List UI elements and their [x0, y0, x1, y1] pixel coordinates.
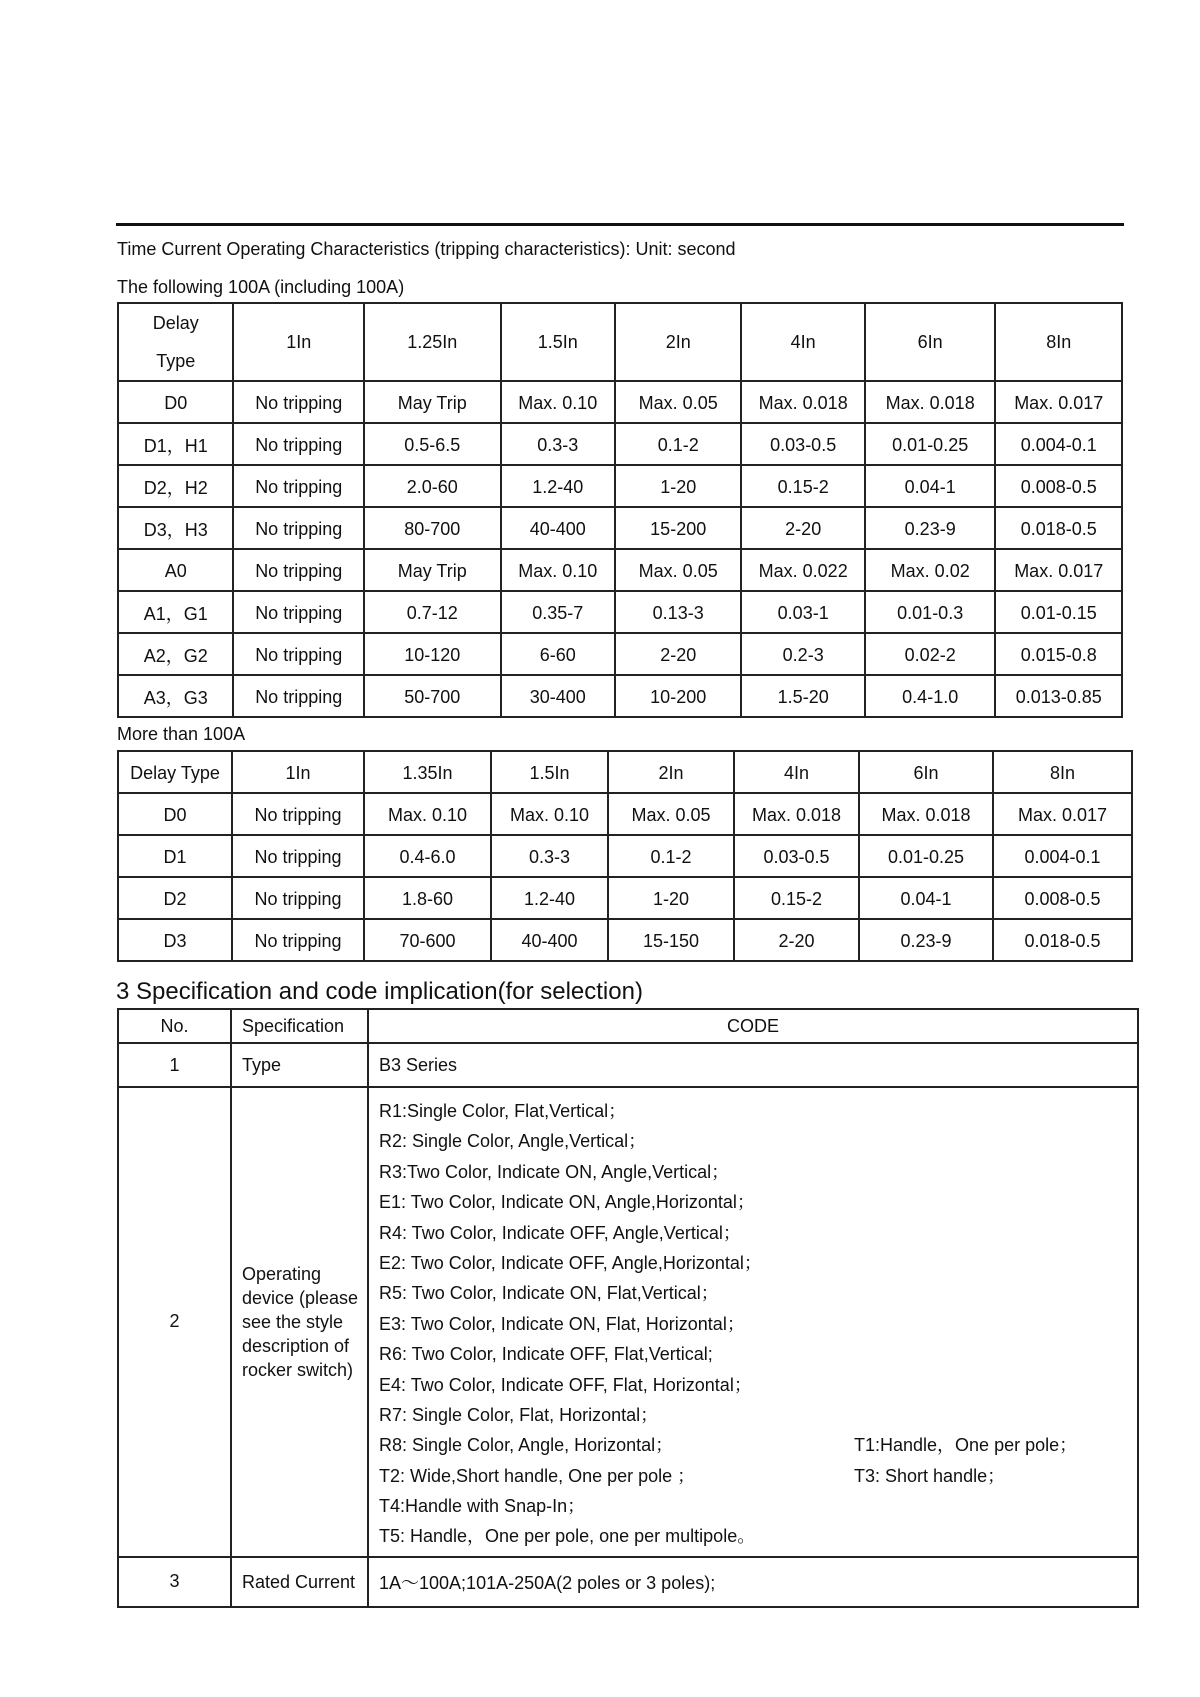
table-cell: 15-200: [615, 507, 742, 549]
header-no: No.: [118, 1009, 231, 1043]
table-cell: 0.02-2: [865, 633, 996, 675]
table-cell: 0.015-0.8: [995, 633, 1122, 675]
table-cell: 0.018-0.5: [993, 919, 1132, 961]
code-line-right: T1:Handle，One per pole；: [854, 1435, 1078, 1456]
caption-time-current: Time Current Operating Characteristics (tripping characteristics): Unit: second: [117, 239, 736, 259]
table-cell: 1.5-20: [741, 675, 864, 717]
table-cell: 0.1-2: [615, 423, 742, 465]
table-cell: A3，G3: [118, 675, 233, 717]
table-cell: 70-600: [364, 919, 491, 961]
table-row: [118, 507, 1122, 549]
table-header-row: [118, 1009, 1138, 1043]
table-cell: 0.23-9: [859, 919, 993, 961]
table-cell: 0.01-0.3: [865, 591, 996, 633]
table-cell: 1.2-40: [491, 877, 608, 919]
table-cell: 0.2-3: [741, 633, 864, 675]
header-cell: 2In: [615, 303, 742, 381]
table-cell: 1.2-40: [501, 465, 615, 507]
table-cell: Max. 0.022: [741, 549, 864, 591]
table-cell: 2.0-60: [364, 465, 501, 507]
table-cell: No tripping: [232, 793, 364, 835]
table-cell: 0.03-0.5: [741, 423, 864, 465]
table-cell: Max. 0.02: [865, 549, 996, 591]
table-cell: D1，H1: [118, 423, 233, 465]
table-cell: Max. 0.018: [734, 793, 859, 835]
table-cell: 1-20: [615, 465, 742, 507]
table-cell: 0.018-0.5: [995, 507, 1122, 549]
table-header-row: [118, 751, 1132, 793]
table-cell: No tripping: [233, 507, 364, 549]
row-spec: Rated Current: [231, 1557, 368, 1607]
code-list: [368, 1087, 1138, 1557]
table-cell: 0.013-0.85: [995, 675, 1122, 717]
table-cell: 0.4-6.0: [364, 835, 491, 877]
table-cell: May Trip: [364, 549, 501, 591]
code-line: R7: Single Color, Flat, Horizontal；: [379, 1404, 659, 1425]
table-cell: 10-120: [364, 633, 501, 675]
table-cell: 0.008-0.5: [995, 465, 1122, 507]
table-cell: No tripping: [233, 465, 364, 507]
code-line: R1:Single Color, Flat,Vertical；: [379, 1101, 627, 1121]
header-specification: Specification: [231, 1009, 368, 1043]
header-cell: 1.5In: [501, 303, 615, 381]
code-line: R8: Single Color, Angle, Horizontal；: [379, 1435, 674, 1456]
code-line: T4:Handle with Snap-In；: [379, 1496, 586, 1517]
table-row: [118, 381, 1122, 423]
table-cell: No tripping: [233, 549, 364, 591]
table-row: [118, 465, 1122, 507]
table-cell: 0.01-0.25: [865, 423, 996, 465]
table-row: [118, 1043, 1138, 1087]
caption-more-than-100a: More than 100A: [117, 724, 246, 744]
table-cell: 0.15-2: [734, 877, 859, 919]
table-cell: Max. 0.05: [615, 549, 742, 591]
table-cell: Max. 0.10: [491, 793, 608, 835]
row-spec: Operating device (please see the style description of rocker switch): [231, 1087, 368, 1557]
code-line: T2: Wide,Short handle, One per pole ；: [379, 1465, 696, 1486]
table-cell: D2: [118, 877, 232, 919]
row-spec: Type: [231, 1043, 368, 1087]
code-line: R3:Two Color, Indicate ON, Angle,Vertical；: [379, 1161, 730, 1182]
table-cell: A2，G2: [118, 633, 233, 675]
header-cell: 8In: [993, 751, 1132, 793]
table-cell: 0.13-3: [615, 591, 742, 633]
code-line: E2: Two Color, Indicate OFF, Angle,Horizontal；: [379, 1252, 762, 1273]
table-cell: 2-20: [741, 507, 864, 549]
header-cell: 6In: [865, 303, 996, 381]
table-row: [118, 675, 1122, 717]
table-row: [118, 423, 1122, 465]
table-cell: D3: [118, 919, 232, 961]
table-cell: 0.008-0.5: [993, 877, 1132, 919]
table-cell: D3，H3: [118, 507, 233, 549]
table-cell: 0.3-3: [491, 835, 608, 877]
caption-100a-and-below: The following 100A (including 100A): [117, 277, 405, 297]
table-cell: Max. 0.10: [364, 793, 491, 835]
table-cell: Max. 0.10: [501, 549, 615, 591]
table-cell: 40-400: [491, 919, 608, 961]
header-cell: 4In: [734, 751, 859, 793]
code-line: R4: Two Color, Indicate OFF, Angle,Vertical；: [379, 1222, 741, 1243]
table-cell: Max. 0.05: [615, 381, 742, 423]
tripping-table-over-100a: [117, 750, 1133, 962]
table-cell: 0.04-1: [865, 465, 996, 507]
table-cell: 0.1-2: [608, 835, 734, 877]
table-row: [118, 549, 1122, 591]
table-cell: A1，G1: [118, 591, 233, 633]
table-cell: 0.5-6.5: [364, 423, 501, 465]
header-cell: 1In: [233, 303, 364, 381]
specification-table: [117, 1008, 1139, 1608]
table-cell: Max. 0.018: [865, 381, 996, 423]
table-row: [118, 877, 1132, 919]
table-cell: 0.23-9: [865, 507, 996, 549]
header-code: CODE: [368, 1009, 1138, 1043]
table-cell: Max. 0.017: [993, 793, 1132, 835]
table-cell: 40-400: [501, 507, 615, 549]
row-code: B3 Series: [368, 1043, 1138, 1087]
table-cell: 0.7-12: [364, 591, 501, 633]
table-cell: No tripping: [233, 423, 364, 465]
table-cell: No tripping: [233, 633, 364, 675]
table-cell: 1.8-60: [364, 877, 491, 919]
table-cell: No tripping: [233, 675, 364, 717]
code-line-right: T3: Short handle；: [854, 1465, 1006, 1486]
table-cell: 0.004-0.1: [995, 423, 1122, 465]
header-cell: 4In: [741, 303, 864, 381]
header-cell: Delay Type: [118, 751, 232, 793]
header-cell: 1.25In: [364, 303, 501, 381]
table-cell: 0.03-1: [741, 591, 864, 633]
table-cell: 0.3-3: [501, 423, 615, 465]
table-cell: Max. 0.018: [741, 381, 864, 423]
table-cell: D0: [118, 381, 233, 423]
header-cell: 6In: [859, 751, 993, 793]
table-row: [118, 835, 1132, 877]
table-row: [118, 1087, 1138, 1557]
table-cell: 80-700: [364, 507, 501, 549]
code-line: E1: Two Color, Indicate ON, Angle,Horizontal；: [379, 1192, 755, 1213]
header-cell: 1In: [232, 751, 364, 793]
table-cell: No tripping: [233, 591, 364, 633]
header-cell: 1.35In: [364, 751, 491, 793]
table-row: [118, 793, 1132, 835]
table-cell: 2-20: [734, 919, 859, 961]
table-cell: 30-400: [501, 675, 615, 717]
table-cell: May Trip: [364, 381, 501, 423]
table-cell: Max. 0.018: [859, 793, 993, 835]
table-cell: 0.01-0.25: [859, 835, 993, 877]
code-line-pair: [379, 1430, 1127, 1460]
table-cell: Max. 0.017: [995, 381, 1122, 423]
table-row: [118, 919, 1132, 961]
header-delay-line1: Delay: [152, 313, 199, 333]
code-line-pair: [379, 1461, 1127, 1491]
section-title: 3 Specification and code implication(for selection): [116, 978, 643, 1005]
table-cell: 50-700: [364, 675, 501, 717]
code-line: T5: Handle，One per pole, one per multipole。: [379, 1526, 756, 1547]
table-cell: Max. 0.05: [608, 793, 734, 835]
table-cell: No tripping: [232, 919, 364, 961]
table-cell: 2-20: [615, 633, 742, 675]
tripping-table-up-to-100a: [117, 302, 1123, 718]
code-line: E3: Two Color, Indicate ON, Flat, Horizontal；: [379, 1313, 745, 1334]
code-line: E4: Two Color, Indicate OFF, Flat, Horizontal；: [379, 1374, 752, 1395]
table-cell: 0.01-0.15: [995, 591, 1122, 633]
header-cell: [118, 303, 233, 381]
header-delay-line2: Type: [156, 351, 196, 371]
table-cell: No tripping: [232, 877, 364, 919]
header-cell: 2In: [608, 751, 734, 793]
table-cell: No tripping: [232, 835, 364, 877]
table-cell: 0.15-2: [741, 465, 864, 507]
table-header-row: [118, 303, 1122, 381]
code-line: R5: Two Color, Indicate ON, Flat,Vertical；: [379, 1283, 719, 1304]
row-no: 1: [118, 1043, 231, 1087]
table-cell: Max. 0.017: [995, 549, 1122, 591]
table-row: [118, 591, 1122, 633]
code-line: R2: Single Color, Angle,Vertical；: [379, 1131, 647, 1152]
table-cell: 0.35-7: [501, 591, 615, 633]
table-row: [118, 1557, 1138, 1607]
table-cell: No tripping: [233, 381, 364, 423]
table-cell: Max. 0.10: [501, 381, 615, 423]
table-row: [118, 633, 1122, 675]
table-cell: 0.03-0.5: [734, 835, 859, 877]
table-cell: D2，H2: [118, 465, 233, 507]
table-cell: 10-200: [615, 675, 742, 717]
header-cell: 8In: [995, 303, 1122, 381]
table-cell: 0.04-1: [859, 877, 993, 919]
table-cell: 0.004-0.1: [993, 835, 1132, 877]
table-cell: D1: [118, 835, 232, 877]
table-cell: 0.4-1.0: [865, 675, 996, 717]
code-line: R6: Two Color, Indicate OFF, Flat,Vertical;: [379, 1344, 713, 1365]
table-cell: 15-150: [608, 919, 734, 961]
table-cell: A0: [118, 549, 233, 591]
row-code: 1A～100A;101A-250A(2 poles or 3 poles);: [368, 1557, 1138, 1607]
table-cell: 1-20: [608, 877, 734, 919]
row-no: 3: [118, 1557, 231, 1607]
row-no: 2: [118, 1087, 231, 1557]
table-cell: 6-60: [501, 633, 615, 675]
table-cell: D0: [118, 793, 232, 835]
top-rule: [116, 223, 1124, 226]
header-cell: 1.5In: [491, 751, 608, 793]
